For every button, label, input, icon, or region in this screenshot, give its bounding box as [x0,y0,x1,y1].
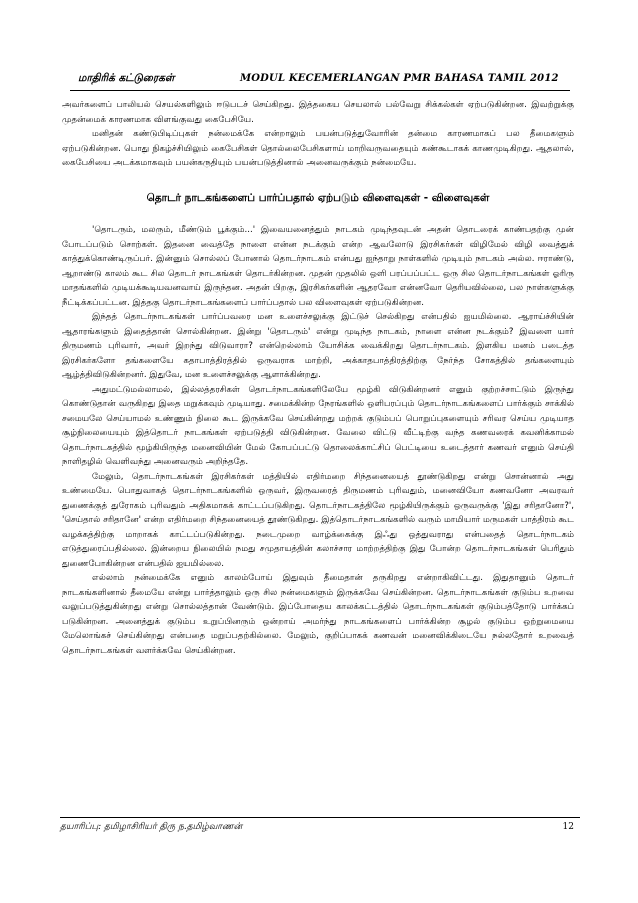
page-number: 12 [562,822,574,832]
body-paragraph: மனிதன் கண்டுபிடிப்புகள் நன்மைக்கே என்றாலும் பயன்படுத்துவோரின் தன்மை காரணமாகப் பல தீமைகளும் ஏற்படுகின்றன. பொது நிகழ்ச்சியிலும் கைபேசிகள் தொல்லைபேசிகளாய் மாறிவருவதையும் கண்கூடாகக் காணமுடிகிறது. ஆதலால், கைபேசியை அடக்கமாகவும் பயன்கருதியும் பயன்படுத்தினால் அனைவருக்கும் நன்மையே. [62,129,574,168]
page-footer [60,817,580,834]
body-paragraph: அதுமட்டுமல்லாமல், இல்லத்தரசிகள் தொடர்நாடகங்களிலேயே மூழ்கி விடுகின்றனர் எனும் குற்றச்சாட்டும் இருந்து கொண்டுதான் வருகிறது இதை மறுக்கவும் முடியாது. சமைக்கின்ற நேரங்களில் ஒளிபரப்பும் தொடர்நாடகங்களைப் பார்க்கும் சாக்கில் சமையலே செய்யாமல் உண்ணும் நிலை கூட இருக்கவே செய்கின்றது மற்றக் குடும்பப் பொறுப்புகளையும் சரிவர செய்ய முடியாத சூழ்நிலையையும் இத்தொடர் நாடகங்கள் ஏற்படுத்தி விடுகின்றன. வேலை விட்டு வீட்டிற்கு வந்த கணவரைக் கவனிக்காமல் தொடர்நாடகத்தில் மூழ்கியிருந்த மனைவியின் மேல் கோபப்பட்டு தொலைக்காட்சிப் பெட்டியை உடைத்தார் கணவர் எனும் செய்தி நாளிதழில் வெளிவந்து அனைவரும் அறிந்ததே. [62,384,574,467]
intro-paragraph: அவர்களைப் பாலியல் செயல்களிலும் ஈடுபடச் செய்கிறது. இத்தகைய செயலால் பல்வேறு சிக்கல்கள் ஏற்படுகின்றன. இவற்றுக்கு முதன்மைக் காரணமாக விளங்குவது கைபேசியே. [62,100,574,125]
footer-author: தயாரிப்பு: தமிழாசிரியர் திரு ந.தமிழ்வாணன் [60,822,243,832]
body-paragraph: இந்தத் தொடர்நாடகங்கள் பார்ப்பவரை மன உளைச்சலுக்கு இட்டுச் செல்கிறது என்பதில் ஐயமில்லை. ஆராய்ச்சியின் ஆதாரங்களும் இதைத்தான் சொல்கின்றன. இன்று 'தொடரும்' என்று முடிந்த நாடகம், நாளை என்ன நடக்கும்? இவளை யார் திருமணம் புரிவார், அவர் இறந்து விடுவாரா? என்றெல்லாம் யோசிக்க வைக்கிறது தொடர்நாடகம். இளகிய மனம் படைத்த இரசிகர்களோ தங்களையே கதாபாத்திரத்தில் ஒருவராக மாற்றி, அக்காதபாத்திரத்திற்கு நேர்ந்த சோகத்தில் தங்களையும் ஆழ்த்திவிடுகின்றனர். இதுவே, மன உளைச்சலுக்கு ஆளாக்கின்றது. [62,312,574,380]
page-header [70,70,570,91]
body-paragraph: 'தொடரும், மலரும், மீண்டும் பூக்கும்...' இவையனைத்தும் நாடகம் முடிந்தவுடன் அதன் தொடரைக் காண்பதற்கு முன் போடப்படும் சொற்கள். இதனை வைத்தே நாளை என்ன நடக்கும் என்ற ஆவலோடு இரசிகர்கள் விழிமேல் விழி வைத்துக் காத்துக்கொண்டிருப்பர். இன்னும் சொல்லப் போனால் தொடர்நாடகம் என்பது ஐந்தாறு நாள்களில் முடியும் நாடகம் அல்ல. ஈராண்டு, ஆறாண்டு காலம் கூட சில தொடர் நாடகங்கள் தொடர்கின்றன. முதன் முதலில் ஒளி பரப்பப்பட்ட ஒரு சில தொடர்நாடகங்கள் ஓரிரு மாதங்களில் முடியக்கூடியவனவாய் இருந்தன. அதன் பிறகு, இரசிகர்களின் ஆதரவோ என்னவோ தெரியவில்லை, பல நாள்களுக்கு நீட்டிக்கப்பட்டன. இத்தகு தொடர்நாடகங்களைப் பார்ப்பதால் பல விளைவுகள் ஏற்படுகின்றன. [62,225,574,308]
body-paragraph: எல்லாம் நன்மைக்கே எனும் காலம்போய் இதுவும் தீமைதான் தருகிறது என்றாகிவிட்டது. இதுதானும் தொடர் நாடகங்களினால் தீமையே என்று பார்த்தாலும் ஒரு சில நன்மைகளும் இருக்கவே செய்கின்றன. தொடர்நாடகங்கள் குடும்ப உறவை வலுப்படுத்துகின்றது என்று சொல்லத்தான் வேண்டும். இப்போதைய காலக்கட்டத்தில் தொடர்நாடகங்கள் குடும்பத்தோடு பார்க்கப் படுகின்றன. அனைத்துக் குடும்ப உறுப்பினரும் ஒன்றாய் அமர்ந்து நாடகங்களைப் பார்க்கின்ற சூழல் குடும்ப ஒற்றுமையை மேலொங்கச் செய்கின்றது என்பதை மறுப்பதற்கில்லை. மேலும், குறிப்பாகக் கணவன் மனைவிக்கிடையே நல்லதோர் உறவைத் தொடர்நாடகங்கள் வளர்க்கவே செய்கின்றன. [62,573,574,656]
body-paragraph: மேலும், தொடர்நாடகங்கள் இரசிகர்கள் மத்தியில் எதிர்மறை சிந்தனையைத் தூண்டுகிறது என்று சொன்னால் அது உண்மையே. பொதுவாகத் தொடர்நாடகங்களில் ஒருவர், இருவரைத் திருமணம் புரிவதும், மனைவியோ கணவனோ அவரவர் துணைக்குத் துரோகம் புரிவதும் அதிகமாகக் காட்டப்படுகிறது. தொடர்நாடகத்திலே மூழ்கியிருக்கும் ஒருவருக்கு 'இது சரிதானோ?', 'செய்தால் சரிதானே' என்ற எதிர்மறை சிந்தனையைத் தூண்டுகிறது. இத்தொடர்நாடகங்களில் வரும் மாமியார் மருமகள் பாத்திரம் கூட வழக்கத்திற்கு மாறாகக் காட்டப்படுகின்றது. நடைமுறை வாழ்க்கைக்கு இஃது ஒத்துவராது என்பதைத் தொடர்நாடகம் எடுத்துரைப்பதில்லை. இன்றைய நிலையில் நமது சமுதாயத்தின் கலாச்சார மாற்றத்திற்கு இது போன்ற தொடர்நாடகங்கள் பெரிதும் துணைபோகின்றன என்பதில் ஐயமில்லை. [62,471,574,569]
section-heading: தொடர் நாடகங்களைப் பார்ப்பதால் ஏற்படும் விளைவுகள் - விளைவுகள் [146,191,490,204]
header-module-title: MODUL KECEMERLANGAN PMR BAHASA TAMIL 2012 [240,73,559,84]
header-left-title: மாதிரிக் கட்டுரைகள் [78,72,175,84]
document-body [62,98,574,658]
